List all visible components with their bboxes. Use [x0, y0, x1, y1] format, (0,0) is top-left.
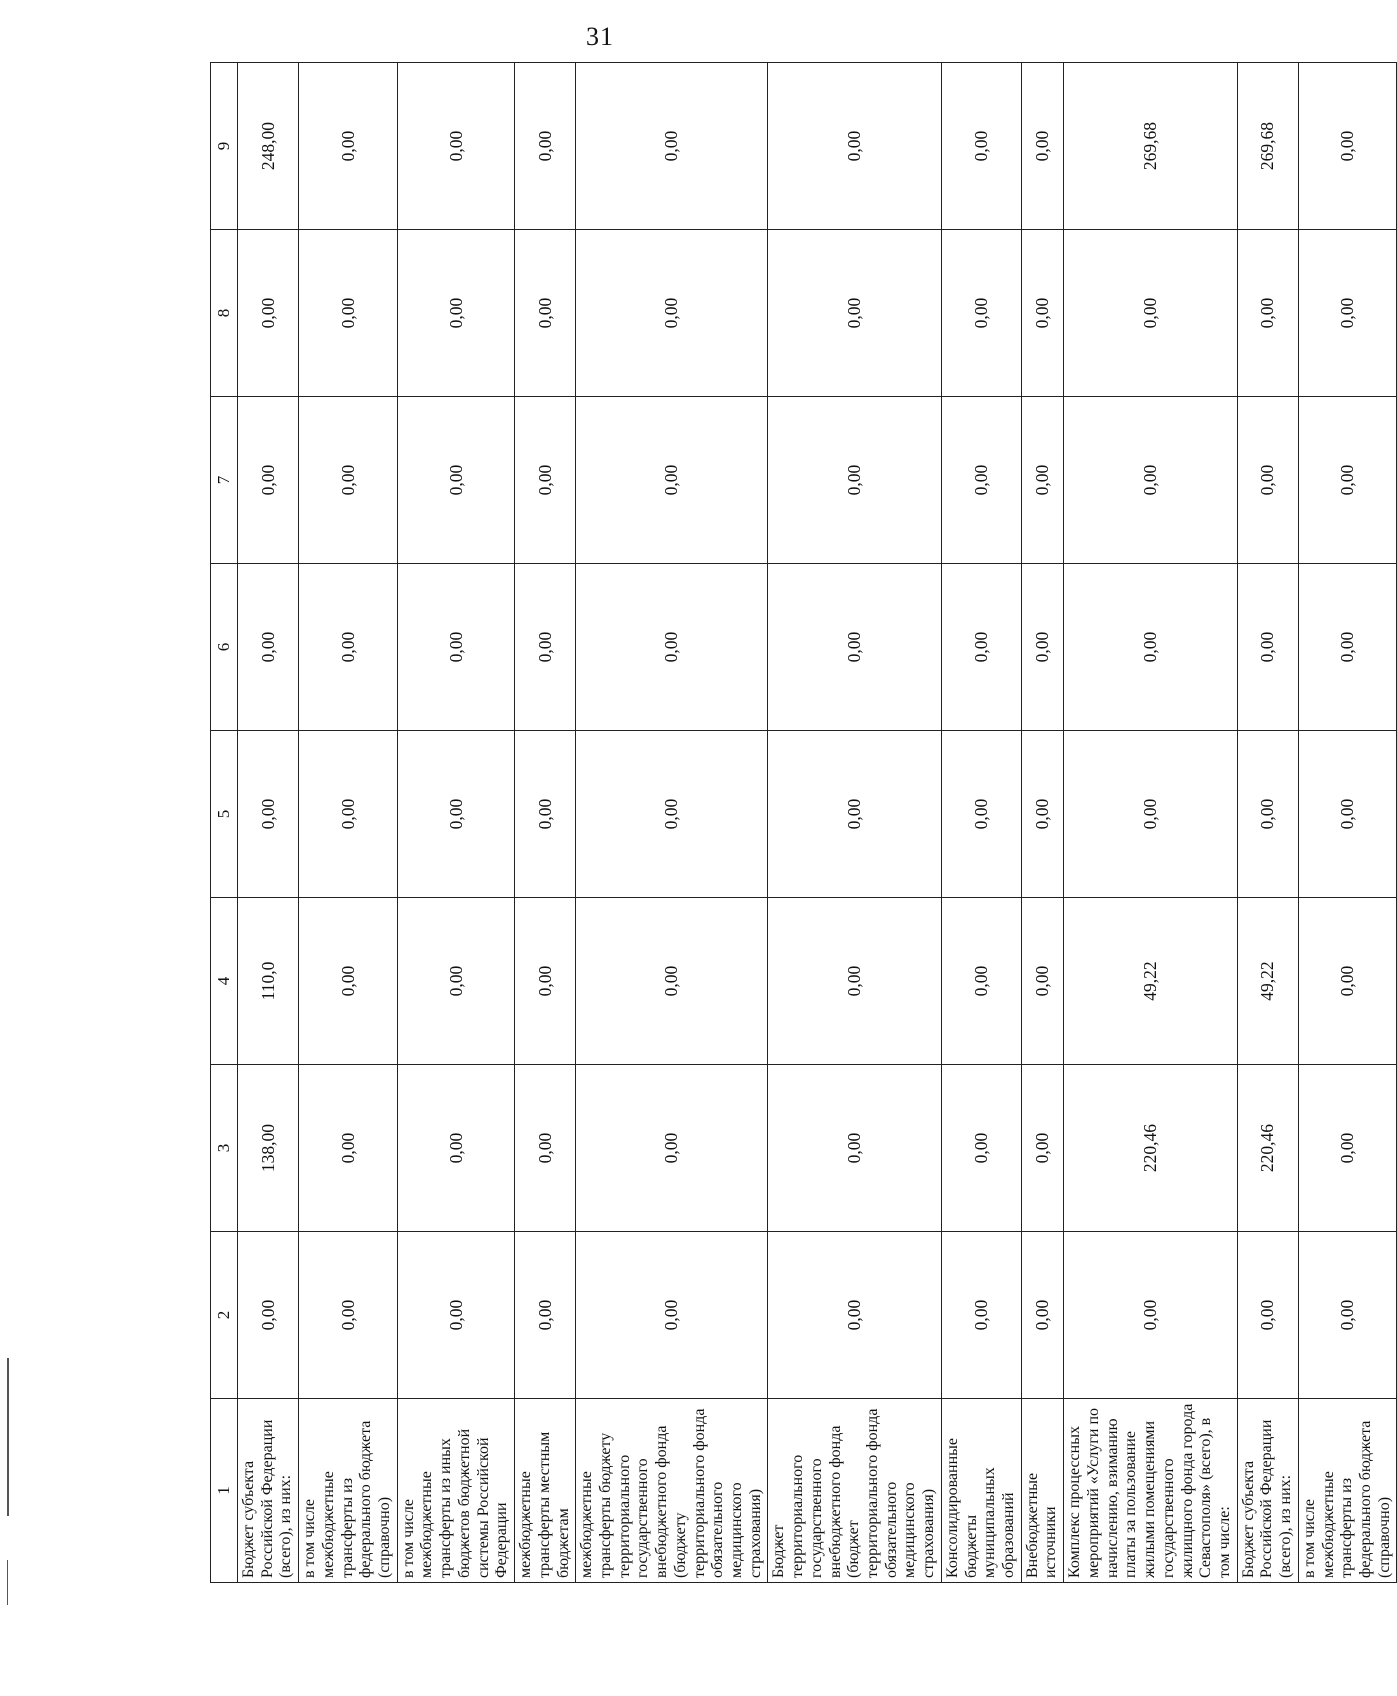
- table-row: [1021, 63, 1063, 1583]
- table-cell: 0,00: [299, 1065, 398, 1232]
- column-header: 3: [211, 1065, 238, 1232]
- row-label: в том числе межбюджетные трансферты из федерального бюджета (справочно): [299, 1399, 398, 1583]
- table-cell: 0,00: [238, 230, 299, 397]
- table-cell: 0,00: [768, 1065, 941, 1232]
- table-cell: 0,00: [941, 898, 1021, 1065]
- table-cell: 0,00: [515, 230, 576, 397]
- table-row: [1064, 63, 1237, 1583]
- column-header: 9: [211, 63, 238, 230]
- table-cell: 0,00: [768, 1232, 941, 1399]
- table-cell: 138,00: [238, 1065, 299, 1232]
- column-header: 1: [211, 1399, 238, 1583]
- table-cell: 0,00: [1298, 731, 1397, 898]
- scan-edge-mark: [7, 1560, 8, 1605]
- table-cell: 0,00: [1021, 63, 1063, 230]
- table-cell: 0,00: [299, 63, 398, 230]
- table-cell: 0,00: [768, 564, 941, 731]
- table-cell: 49,22: [1064, 898, 1237, 1065]
- table-cell: 0,00: [1237, 1232, 1298, 1399]
- table-cell: 0,00: [576, 1232, 768, 1399]
- table-cell: 0,00: [299, 564, 398, 731]
- table-cell: 248,00: [238, 63, 299, 230]
- table-cell: 0,00: [941, 397, 1021, 564]
- table-cell: 0,00: [299, 230, 398, 397]
- table-cell: 0,00: [1298, 1232, 1397, 1399]
- scan-edge-mark: [7, 1358, 9, 1516]
- table-cell: 0,00: [768, 397, 941, 564]
- table-cell: 0,00: [941, 564, 1021, 731]
- column-header: 6: [211, 564, 238, 731]
- table-cell: 0,00: [941, 731, 1021, 898]
- header-row: [211, 63, 238, 1583]
- table-cell: 0,00: [576, 564, 768, 731]
- table-cell: 0,00: [1298, 230, 1397, 397]
- table-cell: 0,00: [299, 1232, 398, 1399]
- row-label: Бюджет территориального государственного внебюджетного фонда (бюджет территориального фонда обязательного медицинского страхования): [768, 1399, 941, 1583]
- table-cell: 0,00: [515, 564, 576, 731]
- table-cell: 0,00: [1237, 230, 1298, 397]
- table-cell: 0,00: [1064, 1232, 1237, 1399]
- table-cell: 0,00: [397, 63, 514, 230]
- table-cell: 0,00: [515, 397, 576, 564]
- budget-table-rotated: [210, 63, 1393, 1583]
- table-row: [1237, 63, 1298, 1583]
- row-label: Бюджет субъекта Российской Федерации (всего), из них:: [1237, 1399, 1298, 1583]
- table-cell: 0,00: [1064, 731, 1237, 898]
- table-cell: 0,00: [1064, 564, 1237, 731]
- table-cell: 0,00: [238, 564, 299, 731]
- table-cell: 49,22: [1237, 898, 1298, 1065]
- table-cell: 0,00: [576, 397, 768, 564]
- table-cell: 0,00: [1298, 397, 1397, 564]
- table-cell: 0,00: [1021, 1065, 1063, 1232]
- column-header: 5: [211, 731, 238, 898]
- table-cell: 0,00: [1237, 397, 1298, 564]
- row-label: межбюджетные трансферты бюджету территориального государственного внебюджетного фонда (бюджету территориального фонда обязательного медицинского страхования): [576, 1399, 768, 1583]
- table-cell: 0,00: [576, 63, 768, 230]
- table-row: [299, 63, 398, 1583]
- column-header: 2: [211, 1232, 238, 1399]
- table-cell: 0,00: [1021, 898, 1063, 1065]
- table-cell: 0,00: [1237, 731, 1298, 898]
- page-number: 31: [586, 22, 614, 51]
- row-label: Бюджет субъекта Российской Федерации (всего), из них:: [238, 1399, 299, 1583]
- table-cell: 0,00: [515, 63, 576, 230]
- column-header: 7: [211, 397, 238, 564]
- table-cell: 0,00: [1021, 397, 1063, 564]
- table-cell: 0,00: [1064, 230, 1237, 397]
- table-row: [576, 63, 768, 1583]
- table-row: [515, 63, 576, 1583]
- table-cell: 0,00: [941, 230, 1021, 397]
- table-cell: 0,00: [1298, 898, 1397, 1065]
- table-cell: 0,00: [576, 230, 768, 397]
- table-cell: 0,00: [1298, 1065, 1397, 1232]
- table-cell: 0,00: [299, 397, 398, 564]
- table-cell: 0,00: [1237, 564, 1298, 731]
- table-cell: 0,00: [768, 731, 941, 898]
- table-cell: 0,00: [238, 731, 299, 898]
- row-label: Консолидированные бюджеты муниципальных образований: [941, 1399, 1021, 1583]
- table-cell: 0,00: [397, 898, 514, 1065]
- column-header: 8: [211, 230, 238, 397]
- table-cell: 0,00: [515, 1232, 576, 1399]
- table-cell: 0,00: [515, 1065, 576, 1232]
- table-cell: 0,00: [515, 731, 576, 898]
- table-cell: 0,00: [1298, 63, 1397, 230]
- table-row: [941, 63, 1021, 1583]
- table-cell: 0,00: [238, 397, 299, 564]
- table-row: [238, 63, 299, 1583]
- table-cell: 0,00: [1021, 564, 1063, 731]
- table-cell: 0,00: [941, 63, 1021, 230]
- table-cell: 0,00: [299, 731, 398, 898]
- row-label: Комплекс процессных мероприятий «Услуги по начислению, взиманию платы за пользование жилыми помещениями государственного жилищного фонда города Севастополя» (всего), в том числе:: [1064, 1399, 1237, 1583]
- table-cell: 0,00: [397, 1065, 514, 1232]
- table-cell: 0,00: [397, 397, 514, 564]
- table-cell: 0,00: [941, 1065, 1021, 1232]
- table-cell: 0,00: [576, 731, 768, 898]
- table-row: [1298, 63, 1397, 1583]
- table-cell: 220,46: [1237, 1065, 1298, 1232]
- table-cell: 0,00: [768, 898, 941, 1065]
- table-row: [397, 63, 514, 1583]
- table-cell: 110,0: [238, 898, 299, 1065]
- budget-table: [210, 62, 1397, 1583]
- table-cell: 0,00: [768, 63, 941, 230]
- row-label: межбюджетные трансферты местным бюджетам: [515, 1399, 576, 1583]
- row-label: в том числе межбюджетные трансферты из федерального бюджета (справочно): [1298, 1399, 1397, 1583]
- table-row: [768, 63, 941, 1583]
- table-cell: 269,68: [1237, 63, 1298, 230]
- row-label: Внебюджетные источники: [1021, 1399, 1063, 1583]
- table-cell: 0,00: [941, 1232, 1021, 1399]
- row-label: в том числе межбюджетные трансферты из иных бюджетов бюджетной системы Российской Федерации: [397, 1399, 514, 1583]
- table-cell: 0,00: [238, 1232, 299, 1399]
- table-cell: 0,00: [515, 898, 576, 1065]
- table-cell: 0,00: [576, 1065, 768, 1232]
- table-cell: 0,00: [576, 898, 768, 1065]
- table-cell: 0,00: [299, 898, 398, 1065]
- table-cell: 0,00: [397, 230, 514, 397]
- table-cell: 0,00: [1021, 731, 1063, 898]
- column-header: 4: [211, 898, 238, 1065]
- table-cell: 0,00: [397, 731, 514, 898]
- table-cell: 0,00: [397, 564, 514, 731]
- table-cell: 0,00: [1021, 1232, 1063, 1399]
- table-cell: 269,68: [1064, 63, 1237, 230]
- table-cell: 0,00: [397, 1232, 514, 1399]
- table-cell: 0,00: [1021, 230, 1063, 397]
- table-cell: 0,00: [768, 230, 941, 397]
- table-cell: 0,00: [1064, 397, 1237, 564]
- table-cell: 220,46: [1064, 1065, 1237, 1232]
- table-cell: 0,00: [1298, 564, 1397, 731]
